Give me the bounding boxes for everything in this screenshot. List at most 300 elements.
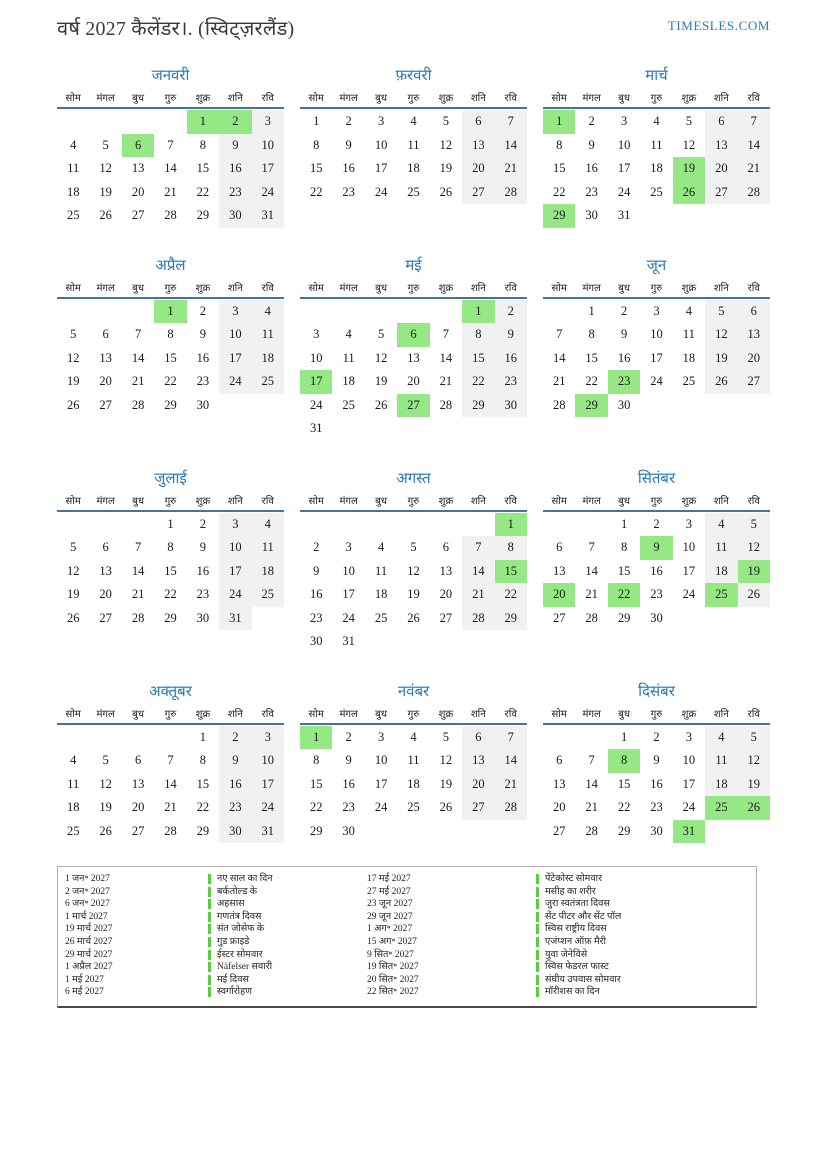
day-cell: 14: [439, 350, 453, 365]
legend-date: 20 सित॰ 2027: [367, 974, 419, 985]
holiday-day-cell: 1: [300, 726, 332, 750]
weekday-label: बुध: [375, 282, 387, 294]
day-cell: 13: [705, 134, 737, 158]
empty-day-cell: [332, 417, 364, 441]
day-cell: 28: [585, 823, 598, 838]
day-cell: 18: [252, 347, 284, 371]
day-cell: 24: [374, 800, 388, 814]
day-cell: 10: [617, 137, 631, 152]
legend-date: 15 अग॰ 2027: [367, 936, 417, 947]
day-cell: 25: [66, 823, 80, 838]
month-4: [57, 255, 284, 418]
day-cell: 21: [738, 157, 770, 181]
day-cell: 30: [219, 204, 251, 228]
day-cell: 15: [552, 161, 566, 175]
day-cell: 2: [653, 516, 660, 531]
day-cell: 28: [552, 397, 566, 412]
day-cell: 14: [738, 134, 770, 158]
day-cell: 2: [199, 516, 207, 531]
day-grid: [543, 513, 770, 631]
weekday-label: शुक्र: [681, 282, 697, 294]
empty-day-cell: [543, 726, 575, 750]
site-logo-link[interactable]: TIMESLES.COM: [667, 18, 770, 33]
holiday-marker-icon: [536, 937, 539, 947]
day-cell: 4: [377, 540, 385, 554]
day-grid: [57, 513, 284, 631]
day-cell: 28: [131, 397, 145, 412]
day-cell: 16: [219, 773, 251, 797]
empty-day-cell: [300, 513, 332, 537]
month-8: [300, 468, 527, 654]
weekday-label: मंगल: [582, 282, 601, 294]
day-cell: 10: [219, 323, 251, 347]
day-cell: 20: [131, 800, 145, 814]
day-cell: 2: [653, 729, 660, 744]
day-cell: 11: [650, 137, 663, 152]
legend-holiday-name: [208, 923, 364, 936]
empty-day-cell: [89, 110, 121, 134]
day-cell: 15: [196, 161, 210, 175]
day-cell: 3: [252, 110, 284, 134]
holiday-day-cell: 23: [608, 370, 640, 394]
day-cell: 9: [345, 137, 352, 152]
day-cell: 19: [439, 776, 453, 791]
holiday-marker-icon: [208, 912, 211, 922]
day-cell: 13: [99, 563, 112, 578]
weekday-label: मंगल: [339, 93, 358, 104]
legend-holiday-label: सेंट पीटर और सेंट पॉल: [545, 911, 622, 922]
day-cell: 5: [738, 726, 770, 750]
holiday-day-cell: 20: [543, 583, 575, 607]
empty-day-cell: [543, 513, 575, 537]
day-cell: 11: [67, 776, 80, 791]
day-cell: 18: [342, 374, 355, 388]
month-title: मई: [405, 257, 422, 274]
day-cell: 24: [682, 800, 696, 814]
weekday-label: गुरु: [407, 282, 420, 294]
weekday-label: सोम: [65, 495, 81, 507]
day-cell: 25: [374, 610, 388, 625]
legend-holiday-name: [536, 886, 752, 899]
day-cell: 25: [407, 800, 420, 814]
holiday-day-cell: 2: [219, 110, 251, 134]
day-cell: 1: [620, 516, 628, 531]
year-calendar-grid: [57, 65, 770, 843]
holiday-marker-icon: [208, 924, 211, 934]
day-cell: 4: [410, 114, 417, 128]
day-cell: 9: [219, 134, 251, 158]
weekday-label: गुरु: [650, 495, 663, 507]
day-cell: 5: [705, 300, 737, 324]
day-cell: 16: [196, 350, 210, 365]
day-cell: 11: [252, 536, 284, 560]
day-cell: 12: [374, 350, 388, 365]
day-cell: 16: [650, 776, 663, 791]
empty-day-cell: [154, 726, 186, 750]
weekday-header-row: [543, 280, 770, 299]
day-cell: 30: [495, 394, 527, 418]
day-cell: 26: [99, 823, 112, 838]
holiday-legend: [57, 866, 757, 1008]
holiday-day-cell: 15: [495, 560, 527, 584]
day-cell: 6: [462, 110, 494, 134]
day-cell: 19: [738, 773, 770, 797]
day-cell: 28: [131, 610, 145, 625]
holiday-marker-icon: [208, 975, 211, 985]
day-cell: 8: [167, 327, 174, 341]
day-cell: 15: [585, 350, 598, 365]
holiday-day-cell: 17: [300, 370, 332, 394]
day-cell: 29: [164, 610, 177, 625]
legend-holiday-label: नए साल का दिन: [217, 874, 273, 884]
day-cell: 6: [442, 540, 450, 554]
day-cell: 11: [67, 161, 80, 175]
weekday-label: रवि: [747, 495, 760, 507]
day-cell: 14: [585, 563, 598, 578]
day-cell: 9: [199, 540, 207, 554]
month-title: जनवरी: [151, 68, 190, 84]
legend-holiday-name: [208, 961, 364, 974]
day-cell: 11: [705, 749, 737, 773]
day-cell: 24: [309, 397, 323, 412]
empty-day-cell: [430, 630, 462, 654]
day-cell: 8: [462, 323, 494, 347]
empty-day-cell: [575, 726, 607, 750]
holiday-marker-icon: [208, 950, 211, 960]
day-cell: 12: [99, 161, 112, 175]
day-cell: 27: [439, 610, 453, 625]
weekday-label: शनि: [470, 282, 486, 294]
day-cell: 20: [99, 587, 112, 601]
legend-holiday-name: [208, 886, 364, 899]
day-cell: 31: [309, 421, 323, 435]
legend-date: 27 मई 2027: [367, 886, 411, 897]
day-cell: 23: [309, 610, 323, 625]
day-cell: 28: [738, 181, 770, 205]
day-cell: 12: [682, 137, 696, 152]
month-7: [57, 468, 284, 631]
day-cell: 27: [462, 181, 494, 205]
day-cell: 20: [131, 184, 145, 199]
day-cell: 17: [219, 347, 251, 371]
weekday-label: शनि: [227, 93, 243, 104]
empty-day-cell: [57, 726, 89, 750]
weekday-label: शुक्र: [195, 93, 211, 104]
day-cell: 10: [252, 749, 284, 773]
day-cell: 4: [705, 726, 737, 750]
weekday-label: शुक्र: [681, 93, 697, 104]
day-cell: 13: [131, 161, 145, 175]
day-cell: 18: [66, 800, 80, 814]
day-cell: 13: [439, 563, 453, 578]
weekday-label: बुध: [618, 708, 630, 720]
empty-day-cell: [575, 513, 607, 537]
day-cell: 23: [219, 796, 251, 820]
day-cell: 17: [682, 563, 696, 578]
weekday-header-row: [300, 706, 527, 725]
day-cell: 25: [252, 583, 284, 607]
holiday-day-cell: 31: [673, 820, 705, 844]
day-cell: 12: [738, 749, 770, 773]
weekday-label: गुरु: [650, 282, 663, 294]
holiday-day-cell: 1: [495, 513, 527, 537]
day-cell: 20: [439, 587, 453, 601]
empty-day-cell: [430, 513, 462, 537]
empty-day-cell: [738, 394, 770, 418]
day-cell: 19: [407, 587, 420, 601]
day-cell: 7: [167, 137, 174, 152]
day-cell: 3: [685, 729, 693, 744]
day-cell: 8: [495, 536, 527, 560]
weekday-label: रवि: [504, 282, 517, 294]
day-cell: 20: [705, 157, 737, 181]
day-cell: 5: [102, 137, 109, 152]
day-cell: 21: [495, 773, 527, 797]
day-cell: 30: [342, 823, 355, 838]
day-cell: 31: [342, 634, 355, 648]
day-cell: 28: [585, 610, 598, 625]
holiday-marker-icon: [536, 987, 539, 997]
day-cell: 3: [685, 516, 693, 531]
day-cell: 10: [252, 134, 284, 158]
day-cell: 22: [196, 800, 210, 814]
day-cell: 12: [705, 323, 737, 347]
legend-date: 23 जून 2027: [367, 899, 413, 910]
empty-day-cell: [738, 820, 770, 844]
day-cell: 30: [650, 823, 663, 838]
day-cell: 23: [219, 181, 251, 205]
weekday-label: शनि: [227, 282, 243, 294]
month-12: [543, 681, 770, 844]
holiday-marker-icon: [536, 975, 539, 985]
weekday-label: मंगल: [582, 93, 601, 104]
day-cell: 25: [66, 208, 80, 222]
day-cell: 31: [219, 607, 251, 631]
day-cell: 8: [588, 327, 595, 341]
holiday-marker-icon: [536, 899, 539, 909]
day-cell: 12: [407, 563, 420, 578]
month-title: सितंबर: [637, 470, 676, 487]
weekday-label: रवि: [747, 93, 760, 104]
legend-date: 2 जन॰ 2027: [65, 886, 110, 897]
day-cell: 9: [219, 749, 251, 773]
weekday-label: बुध: [132, 708, 144, 720]
empty-day-cell: [332, 300, 364, 324]
month-title: नवंबर: [397, 683, 430, 700]
legend-holiday-name: [536, 898, 752, 911]
day-cell: 21: [585, 587, 598, 601]
day-cell: 21: [439, 374, 453, 388]
day-cell: 15: [309, 161, 323, 175]
legend-holiday-name: [208, 936, 364, 949]
holiday-day-cell: 25: [705, 583, 737, 607]
legend-date: 9 सित॰ 2027: [367, 949, 414, 960]
day-cell: 2: [345, 114, 352, 128]
weekday-header-row: [300, 90, 527, 109]
day-cell: 30: [219, 820, 251, 844]
legend-holiday-name: [208, 873, 364, 886]
day-cell: 16: [617, 350, 631, 365]
day-cell: 22: [617, 800, 631, 814]
day-cell: 5: [70, 540, 77, 554]
day-cell: 4: [653, 114, 660, 128]
weekday-label: रवि: [504, 708, 517, 720]
month-title: अक्तूबर: [149, 683, 192, 700]
day-cell: 6: [556, 540, 563, 554]
weekday-label: रवि: [261, 708, 274, 720]
day-cell: 28: [462, 607, 494, 631]
day-cell: 4: [685, 303, 693, 318]
day-cell: 10: [342, 563, 355, 578]
day-cell: 5: [377, 327, 385, 341]
weekday-label: मंगल: [96, 495, 115, 507]
day-cell: 13: [462, 749, 494, 773]
day-cell: 13: [552, 776, 566, 791]
day-cell: 24: [252, 181, 284, 205]
legend-holiday-label: अहसास: [217, 899, 245, 910]
day-cell: 9: [313, 563, 320, 578]
day-cell: 1: [620, 729, 628, 744]
weekday-label: शनि: [713, 708, 729, 720]
day-cell: 28: [495, 181, 527, 205]
weekday-label: शनि: [713, 495, 729, 507]
day-cell: 16: [585, 161, 598, 175]
day-cell: 3: [377, 114, 385, 128]
day-cell: 5: [102, 753, 109, 767]
weekday-label: गुरु: [650, 708, 663, 720]
holiday-marker-icon: [208, 874, 211, 884]
day-cell: 17: [374, 161, 388, 175]
empty-day-cell: [397, 630, 429, 654]
day-cell: 16: [342, 161, 355, 175]
day-cell: 6: [462, 726, 494, 750]
holiday-marker-icon: [536, 887, 539, 897]
legend-holiday-label: गुड फ्राइडे: [217, 936, 250, 947]
weekday-label: बुध: [375, 708, 387, 720]
weekday-label: मंगल: [96, 93, 115, 104]
day-cell: 22: [164, 587, 177, 601]
day-cell: 7: [588, 753, 595, 767]
day-cell: 9: [495, 323, 527, 347]
weekday-label: सोम: [308, 708, 324, 720]
legend-date: 26 मार्च 2027: [65, 936, 113, 947]
holiday-marker-icon: [208, 899, 211, 909]
day-cell: 18: [407, 776, 420, 791]
holiday-day-cell: 6: [122, 134, 154, 158]
legend-holiday-label: स्विस राष्ट्रीय दिवस: [545, 924, 607, 935]
day-cell: 19: [705, 347, 737, 371]
legend-date: 17 मई 2027: [367, 874, 411, 884]
weekday-label: शनि: [713, 93, 729, 104]
day-cell: 7: [442, 327, 450, 341]
day-grid: [57, 110, 284, 228]
day-cell: 29: [164, 397, 177, 412]
holiday-day-cell: 26: [738, 796, 770, 820]
day-cell: 23: [495, 370, 527, 394]
day-cell: 6: [134, 753, 142, 767]
day-cell: 7: [462, 536, 494, 560]
day-cell: 14: [462, 560, 494, 584]
day-cell: 14: [495, 134, 527, 158]
day-cell: 26: [66, 610, 80, 625]
day-cell: 13: [131, 776, 145, 791]
day-cell: 30: [309, 634, 323, 648]
day-cell: 25: [682, 374, 696, 388]
empty-day-cell: [57, 300, 89, 324]
day-cell: 13: [552, 563, 566, 578]
holiday-marker-icon: [536, 874, 539, 884]
day-cell: 15: [309, 776, 323, 791]
day-cell: 11: [252, 323, 284, 347]
holiday-marker-icon: [208, 962, 211, 972]
empty-day-cell: [462, 417, 494, 441]
empty-day-cell: [397, 820, 429, 844]
day-cell: 29: [309, 823, 323, 838]
day-cell: 26: [705, 370, 737, 394]
day-cell: 8: [199, 137, 207, 152]
empty-day-cell: [57, 513, 89, 537]
day-cell: 23: [585, 184, 598, 199]
month-1: [57, 65, 284, 228]
day-cell: 6: [705, 110, 737, 134]
weekday-label: गुरु: [164, 93, 177, 104]
day-cell: 13: [462, 134, 494, 158]
weekday-label: बुध: [132, 495, 144, 507]
empty-day-cell: [397, 417, 429, 441]
day-cell: 4: [345, 327, 352, 341]
day-grid: [543, 300, 770, 418]
day-cell: 5: [442, 729, 450, 744]
day-cell: 27: [705, 181, 737, 205]
weekday-label: सोम: [551, 93, 567, 104]
day-cell: 5: [70, 327, 77, 341]
day-cell: 26: [439, 184, 453, 199]
day-cell: 27: [552, 823, 566, 838]
day-cell: 13: [99, 350, 112, 365]
day-cell: 4: [252, 300, 284, 324]
day-cell: 31: [252, 204, 284, 228]
day-cell: 6: [556, 753, 563, 767]
day-cell: 26: [374, 397, 388, 412]
day-cell: 27: [738, 370, 770, 394]
empty-day-cell: [543, 300, 575, 324]
day-cell: 3: [653, 303, 660, 318]
day-cell: 18: [705, 773, 737, 797]
holiday-marker-icon: [536, 924, 539, 934]
legend-holiday-label: संत जोसेफ के: [217, 924, 265, 935]
weekday-label: सोम: [551, 495, 567, 507]
empty-day-cell: [705, 204, 737, 228]
month-title: अगस्त: [396, 470, 431, 487]
empty-day-cell: [462, 630, 494, 654]
day-cell: 3: [219, 300, 251, 324]
day-cell: 9: [588, 137, 595, 152]
empty-day-cell: [397, 300, 429, 324]
empty-day-cell: [300, 300, 332, 324]
day-cell: 22: [196, 184, 210, 199]
legend-holiday-name: [208, 898, 364, 911]
day-cell: 4: [70, 137, 77, 152]
legend-holiday-label: पेंटेकोस्ट सोमवार: [545, 874, 602, 884]
empty-day-cell: [154, 110, 186, 134]
day-cell: 11: [682, 327, 695, 341]
day-cell: 24: [650, 374, 663, 388]
weekday-label: सोम: [551, 708, 567, 720]
weekday-label: शुक्र: [195, 495, 211, 507]
legend-date: 22 सित॰ 2027: [367, 987, 419, 998]
holiday-day-cell: 1: [154, 300, 186, 324]
empty-day-cell: [673, 394, 705, 418]
